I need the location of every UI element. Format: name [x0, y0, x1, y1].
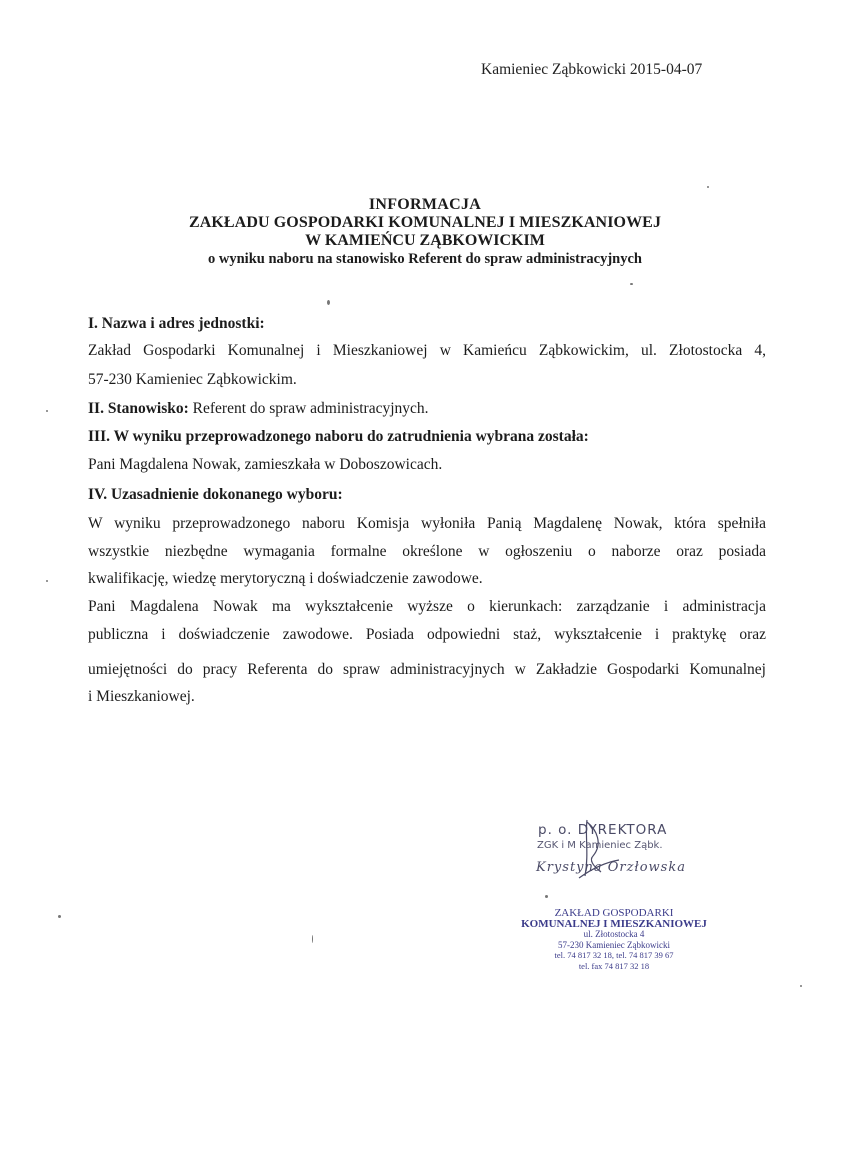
scan-speck	[58, 915, 61, 918]
scan-speck	[707, 186, 709, 188]
signature-name: Krystyna Orzłowska	[536, 860, 686, 875]
section-1-line-2: 57-230 Kamieniec Ząbkowickim.	[88, 371, 297, 388]
section-3-heading: III. W wyniku przeprowadzonego naboru do zatrudnienia wybrana została:	[88, 428, 589, 445]
section-2-label: II. Stanowisko:	[88, 400, 189, 417]
scan-speck	[800, 985, 802, 987]
date-line: Kamieniec Ząbkowicki 2015-04-07	[481, 61, 703, 78]
section-3-value: Pani Magdalena Nowak, zamieszkała w Doboszowicach.	[88, 456, 443, 473]
document-header	[130, 196, 720, 268]
stamp-line-2: KOMUNALNEJ I MIESZKANIOWEJ	[521, 917, 707, 930]
section-1-line-1: Zakład Gospodarki Komunalnej i Mieszkaniowej w Kamieńcu Ząbkowickim, ul. Złotostocka 4,	[88, 342, 766, 359]
company-stamp	[514, 908, 714, 971]
stamp-line-3: ul. Złotostocka 4	[583, 929, 645, 939]
director-signature	[528, 818, 698, 884]
signature-subtitle: ZGK i M Kamieniec Ząbk.	[537, 840, 663, 851]
stamp-line-6: tel. fax 74 817 32 18	[578, 960, 650, 971]
header-title: INFORMACJA	[368, 196, 482, 213]
section-4-paragraph-2-line-1: Pani Magdalena Nowak ma wykształcenie wyższe o kierunkach: zarządzanie i administracja	[88, 598, 766, 615]
scan-speck	[630, 283, 633, 285]
scan-speck	[312, 935, 313, 943]
section-4-paragraph-1-line-1: W wyniku przeprowadzonego naboru Komisja wyłoniła Panią Magdalenę Nowak, która spełniła	[88, 515, 766, 532]
scan-speck	[46, 580, 48, 582]
section-4-paragraph-2-line-4: i Mieszkaniowej.	[88, 688, 195, 705]
section-1-heading: I. Nazwa i adres jednostki:	[88, 315, 265, 332]
header-location: W KAMIEŃCU ZĄBKOWICKIM	[305, 232, 545, 249]
scan-speck	[545, 895, 548, 898]
header-organization: ZAKŁADU GOSPODARKI KOMUNALNEJ I MIESZKANIOWEJ	[188, 214, 662, 231]
handwritten-signature-scribble	[563, 816, 643, 884]
scan-speck	[46, 410, 48, 412]
section-4-paragraph-1-line-3: kwalifikację, wiedzę merytoryczną i doświadczenie zawodowe.	[88, 570, 483, 587]
section-4-heading: IV. Uzasadnienie dokonanego wyboru:	[88, 486, 343, 503]
section-4-paragraph-2-line-3: umiejętności do pracy Referenta do spraw administracyjnych w Zakładzie Gospodarki Komunalnej	[88, 661, 766, 678]
section-4-paragraph-2-line-2: publiczna i doświadczenie zawodowe. Posiada odpowiedni staż, wykształcenie i praktykę oraz	[88, 626, 766, 643]
stamp-line-4: 57-230 Kamieniec Ząbkowicki	[558, 939, 670, 950]
section-4-paragraph-1-line-2: wszystkie niezbędne wymagania formalne określone w ogłoszeniu o naborze oraz posiada	[88, 543, 766, 560]
section-2-value: Referent do spraw administracyjnych.	[188, 400, 429, 417]
scan-speck	[327, 300, 330, 305]
stamp-line-5: tel. 74 817 32 18, tel. 74 817 39 67	[554, 950, 674, 960]
signature-title: p. o. DYREKTORA	[538, 822, 668, 838]
header-subtitle: o wyniku naboru na stanowisko Referent do spraw administracyjnych	[208, 251, 642, 267]
section-2-line	[88, 398, 766, 420]
stamp-line-1: ZAKŁAD GOSPODARKI	[554, 907, 674, 919]
